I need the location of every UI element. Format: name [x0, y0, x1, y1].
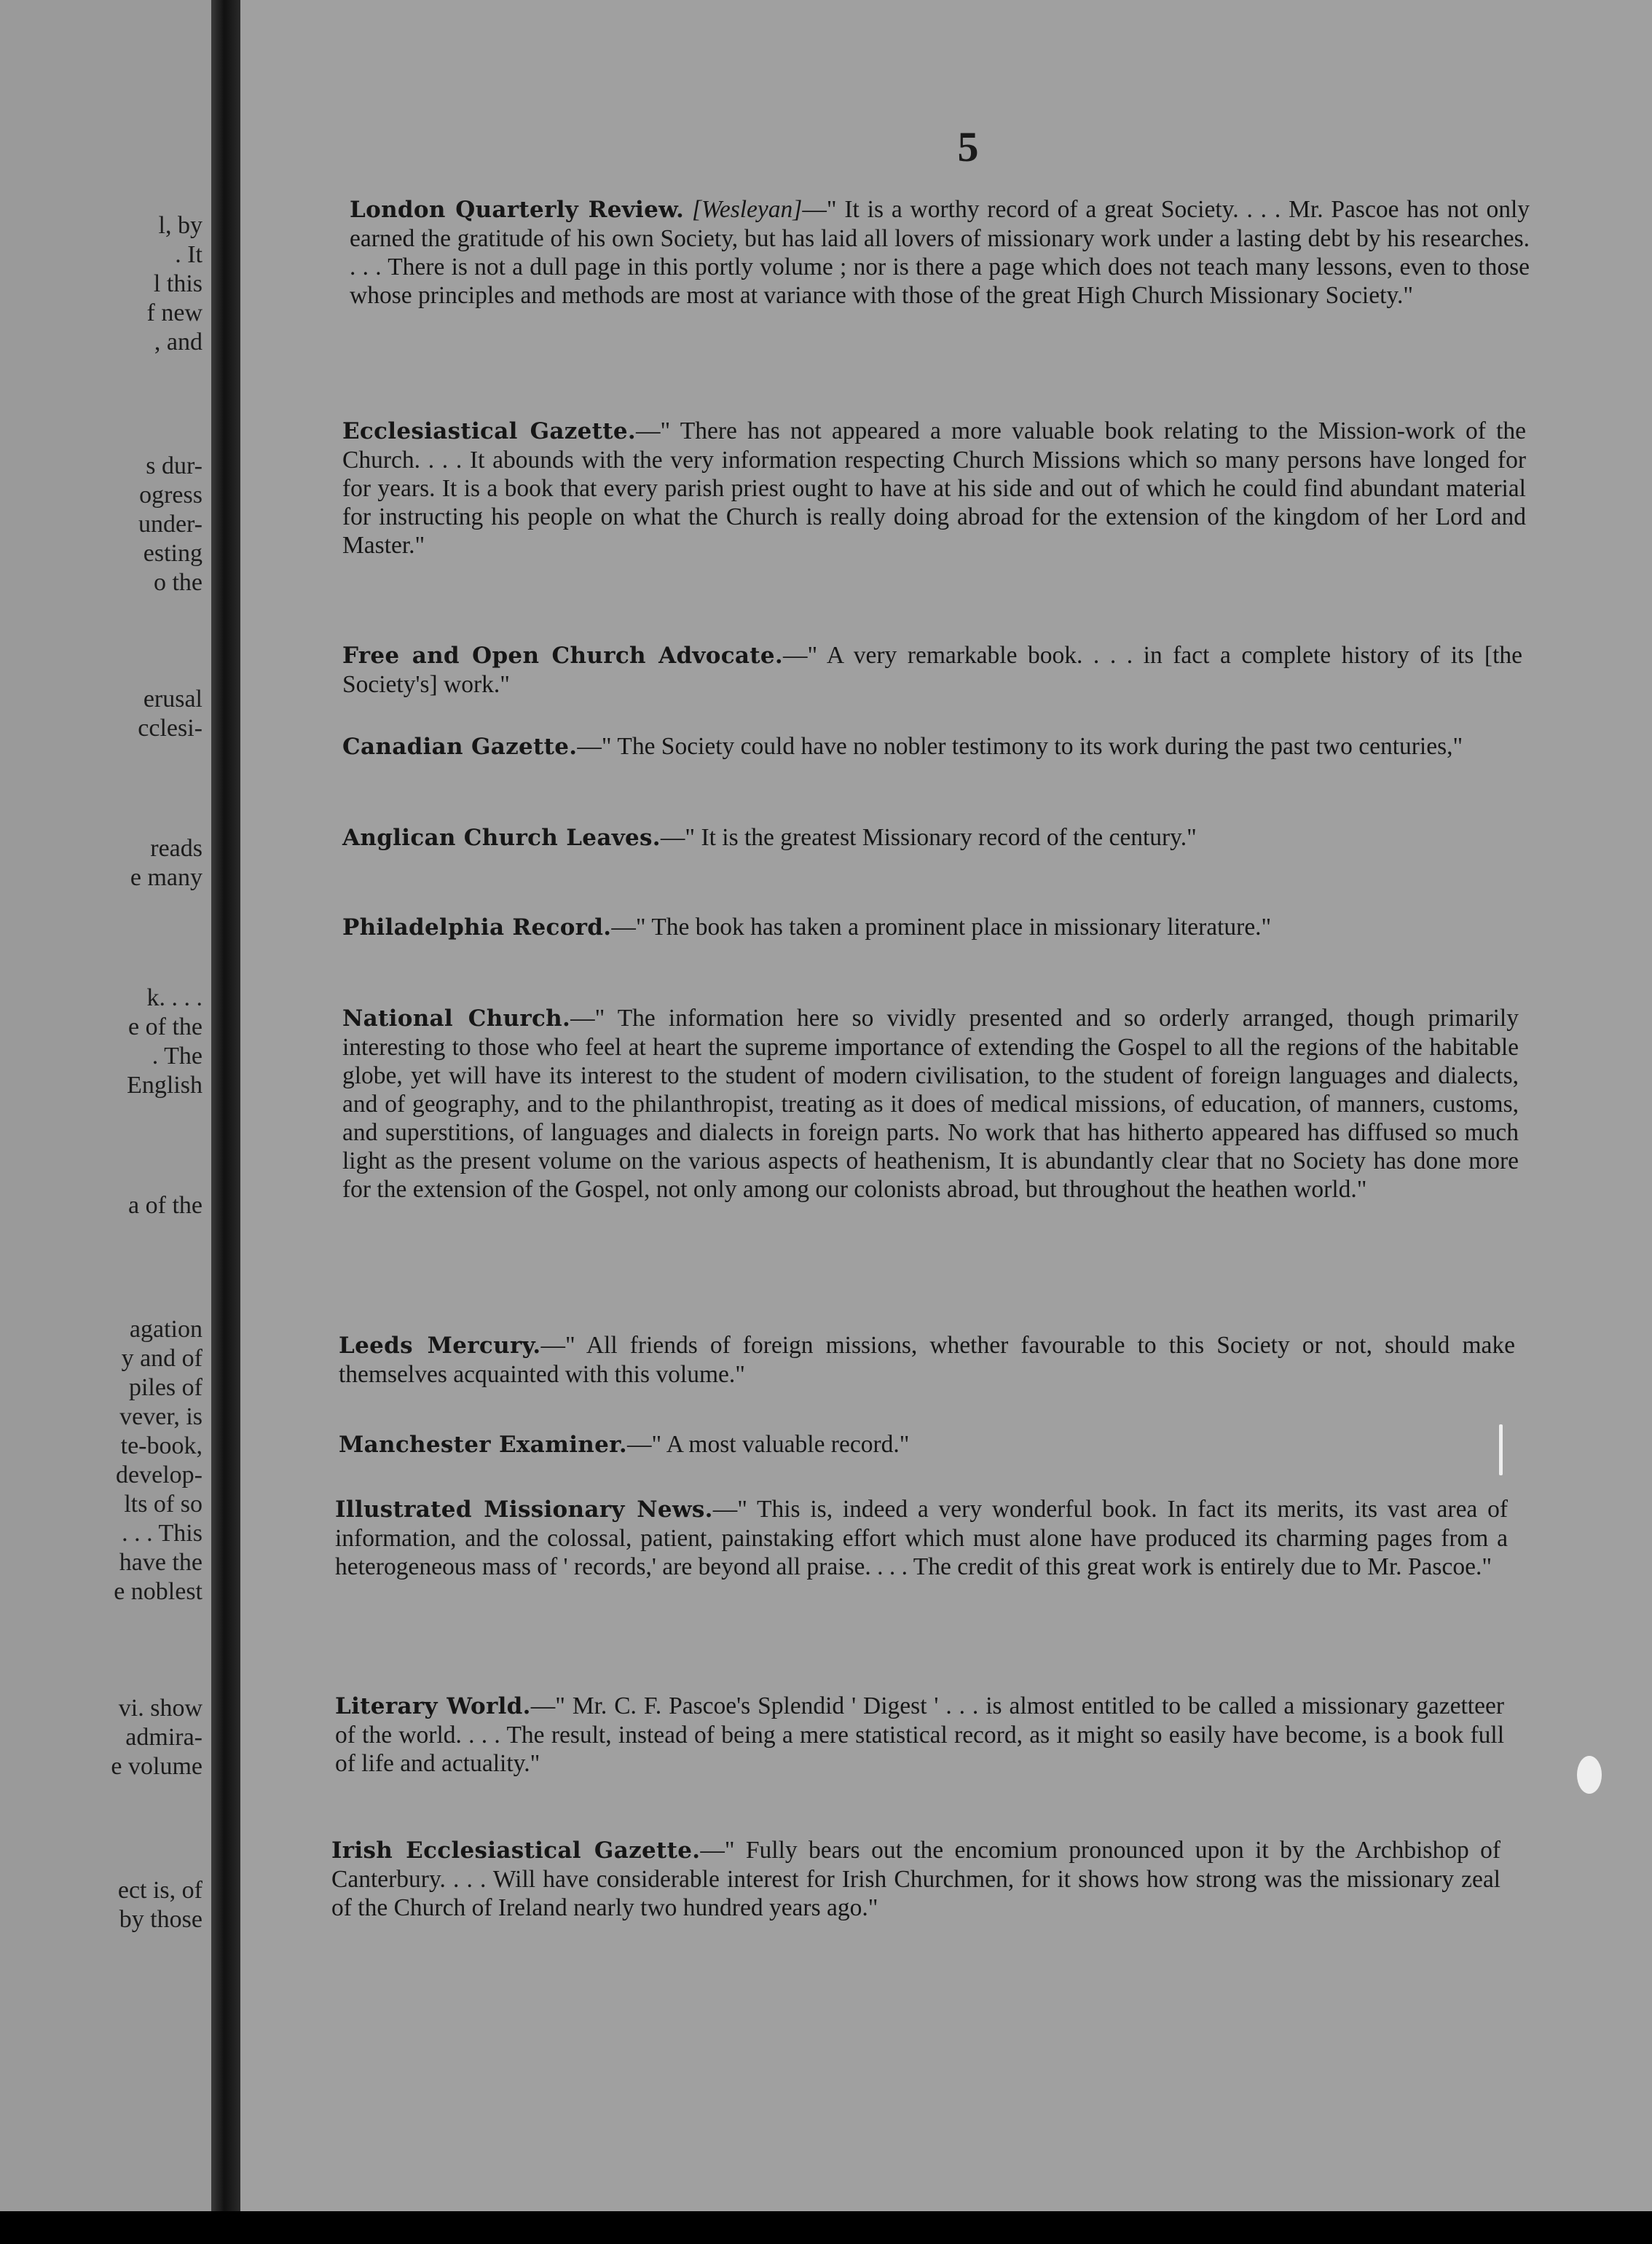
review-source: Ecclesiastical Gazette. [342, 418, 637, 444]
review-source: Philadelphia Record. [342, 914, 612, 941]
fragment-line: e noblest [114, 1578, 202, 1605]
fragment-line: e many [130, 864, 202, 891]
page-number: 5 [957, 123, 979, 170]
fragment-line: o the [153, 569, 202, 596]
fragment-line: have the [119, 1549, 202, 1576]
fragment-line: . The [152, 1043, 202, 1070]
scan-border [0, 2211, 1652, 2244]
review-source: Leeds Mercury. [339, 1333, 541, 1359]
fragment-line: esting [143, 540, 202, 567]
review-literary-world [335, 1692, 1504, 1778]
review-source: National Church. [342, 1005, 571, 1032]
review-text: —" A very remarkable book. . . . in fact a complete history of its [the Society's] work." [342, 642, 1522, 698]
fragment-line: reads [150, 835, 202, 862]
review-source: Canadian Gazette. [342, 734, 578, 760]
fragment-line: . . . This [122, 1520, 202, 1547]
review-source: Literary World. [335, 1693, 531, 1719]
fragment-line: f new [146, 299, 202, 326]
review-text: —" The Society could have no nobler testimony to its work during the past two centuries," [577, 733, 1463, 760]
fragment-line: by those [119, 1906, 202, 1933]
review-manchester-examiner [339, 1430, 1515, 1459]
fragment-line: a of the [128, 1192, 202, 1219]
fragment-line: develop- [116, 1462, 202, 1488]
review-free-and-open-church [342, 641, 1522, 699]
fragment-line: . It [175, 241, 202, 268]
review-london-quarterly [350, 195, 1530, 310]
fragment-line: s dur- [146, 452, 202, 479]
review-text: —" It is a worthy record of a great Society. . . . Mr. Pascoe has not only earned the gratitude of his own Society, but has laid all lovers of missionary work under a lasting debt by his researches. . . . There is not a dull page in this portly volume ; nor is there a page which does not teach many lessons, even to those whose principles and methods are most at variance with those of the great High Church Missionary Society." [350, 196, 1530, 309]
fragment-line: e of the [128, 1013, 202, 1040]
review-text: —" Fully bears out the encomium pronounced upon it by the Archbishop of Canterbury. . . . Will have considerable interest for Irish Churchmen, for it shows how strong was the missionary zeal of the Church of Ireland nearly two hundred years ago." [331, 1837, 1500, 1921]
review-text: —" There has not appeared a more valuable book relating to the Mission-work of the Church. . . . It abounds with the very information respecting Church Missions which so many persons have longed for for years. It is a book that every parish priest ought to have at his side and out of which he could find abundant material for instructing his people on what the Church is really doing abroad for the extension of the kingdom of her Lord and Master." [342, 417, 1526, 559]
review-source: Irish Ecclesiastical Gazette. [331, 1837, 701, 1864]
fragment-line: ogress [139, 482, 202, 509]
fragment-line: piles of [128, 1374, 202, 1401]
review-text: —" All friends of foreign missions, whether favourable to this Society or not, should make themselves acquainted with this volume." [339, 1332, 1516, 1388]
fragment-line: ect is, of [117, 1877, 202, 1904]
previous-page-fragment [0, 0, 211, 2244]
fragment-line: k. . . . [146, 984, 202, 1011]
fragment-line: te-book, [120, 1432, 202, 1459]
fragment-line: l, by [158, 212, 202, 239]
fragment-line: , and [154, 329, 202, 356]
review-text: —" This is, indeed a very wonderful book. In fact its merits, its vast area of information, and the colossal, patient, painstaking effort which must alone have produced its charming pages from a heterogeneous mass of ' records,' are beyond all praise. . . . The credit of this great work is entirely due to Mr. Pascoe." [335, 1496, 1508, 1580]
document-page [240, 0, 1652, 2244]
review-source: Manchester Examiner. [339, 1432, 628, 1458]
fragment-line: vi. show [118, 1695, 202, 1722]
review-canadian-gazette [342, 732, 1522, 761]
review-source: Free and Open Church Advocate. [342, 643, 784, 669]
review-source: London Quarterly Review. [350, 197, 685, 223]
fragment-line: admira- [125, 1724, 202, 1751]
scan-speck [1577, 1756, 1602, 1794]
page-gutter [211, 0, 240, 2244]
review-source: Anglican Church Leaves. [342, 825, 661, 851]
fragment-line: cclesi- [138, 715, 202, 742]
fragment-line: y and of [121, 1345, 202, 1372]
fragment-line: under- [138, 511, 202, 538]
review-irish-ecclesiastical-gazette [331, 1836, 1500, 1922]
review-leeds-mercury [339, 1331, 1515, 1389]
review-anglican-church-leaves [342, 823, 1522, 852]
fragment-line: vever, is [119, 1403, 202, 1430]
fragment-line: erusal [143, 686, 202, 713]
review-note: [Wesleyan] [691, 196, 803, 223]
review-text: —" The information here so vividly presented and so orderly arranged, though primarily interesting to those who feel at heart the supreme importance of extending the Gospel to all the regions of the habitable globe, yet will have its interest to the student of modern civilisation, to the student of foreign languages and dialects, and of geography, and to the philanthropist, treating as it does of medical missions, of education, of manners, customs, and superstitions, of languages and dialects in foreign parts. No work that has hitherto appeared has diffused so much light as the present volume on the various aspects of heathenism, It is abundantly clear that no Society has done more for the extension of the Gospel, not only among our colonists abroad, but throughout the heathen world." [342, 1005, 1519, 1203]
review-text: —" The book has taken a prominent place in missionary literature." [611, 914, 1272, 941]
fragment-line: lts of so [124, 1491, 202, 1518]
scan-speck [1499, 1424, 1503, 1475]
review-philadelphia-record [342, 913, 1522, 942]
review-text: —" A most valuable record." [627, 1431, 910, 1458]
review-text: —" Mr. C. F. Pascoe's Splendid ' Digest ' . . . is almost entitled to be called a missionary gazetteer of the world. . . . The result, instead of being a mere statistical record, as it might so easily have become, is a book full of life and actuality." [335, 1692, 1504, 1777]
review-text: —" It is the greatest Missionary record of the century." [660, 824, 1197, 851]
review-ecclesiastical-gazette [342, 417, 1526, 560]
review-illustrated-missionary-news [335, 1495, 1508, 1581]
fragment-line: e volume [111, 1753, 202, 1780]
fragment-line: l this [153, 270, 202, 297]
review-national-church [342, 1004, 1519, 1204]
review-source: Illustrated Missionary News. [335, 1496, 713, 1523]
fragment-line: English [127, 1072, 202, 1099]
fragment-line: agation [129, 1316, 202, 1343]
